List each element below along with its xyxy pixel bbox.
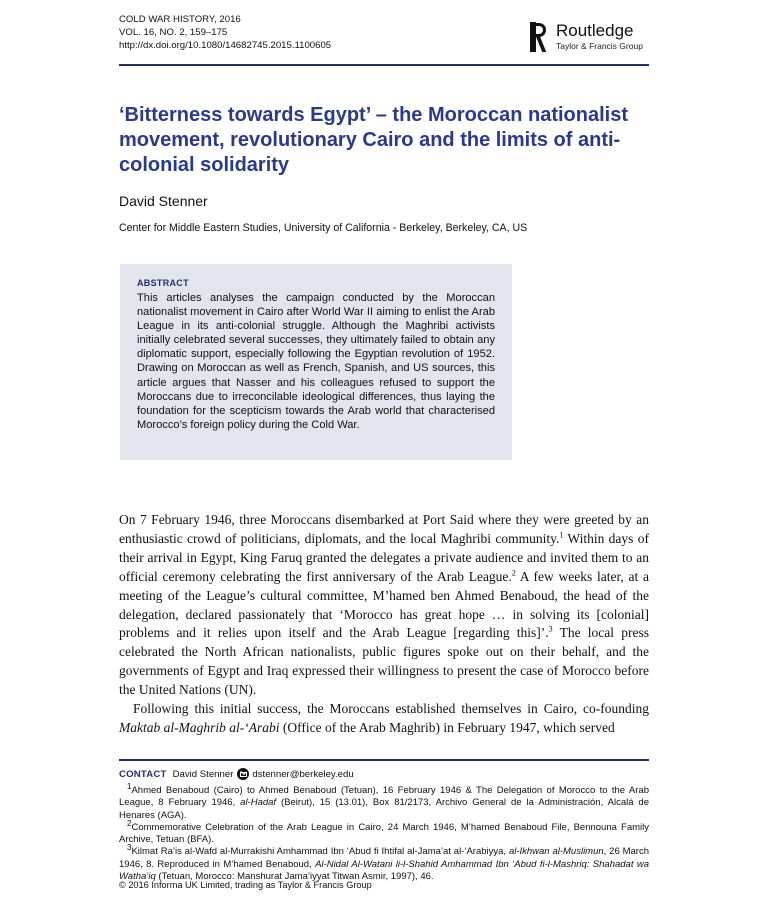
footnote-ref-3[interactable]: 3	[548, 624, 553, 634]
article-title: ‘Bitterness towards Egypt’ – the Moroccan nationalist movement, revolutionary Cairo and the limits of anti-colonial solidarity	[119, 104, 628, 176]
footnote-ref-2[interactable]: 2	[511, 568, 516, 578]
email-icon	[237, 768, 249, 780]
footnote: $^3$Kilmat Ra’is al-Wafd al-Murrakishi Amhammad Ibn ‘Abud fi Ihtifal al-Jama’at al-‘Arabiyya, al-Ikhwan al-Muslimun, 26 March 1946, 8. Reproduced in M’hamed Benaboud, Al-Nidal Al-Watani li-l-Shahid Amhammad Ibn ‘Abud fi-l-Mashriq: Shahadat wa Watha’iq (Tetuan, Morocco: Manshurat Jama’iyyat Titwan Asmir, 1997), 46.	[119, 843, 649, 883]
copyright-notice: © 2016 Informa UK Limited, trading as Taylor & Francis Group	[119, 880, 372, 890]
header-divider	[119, 64, 649, 66]
contact-email[interactable]: dstenner@berkeley.edu	[252, 768, 354, 780]
footnote-ref-1[interactable]: 1	[559, 530, 564, 540]
contact-line	[119, 768, 354, 780]
footnote: $^2$Commemorative Celebration of the Arab League in Cairo, 24 March 1946, M’hamed Benaboud File, Bennouna Family Archive, Tetuan (BFA).	[119, 818, 649, 846]
author-name: David Stenner	[119, 193, 208, 209]
abstract-box	[120, 264, 512, 460]
journal-doi[interactable]: http://dx.doi.org/10.1080/14682745.2015.1100605	[119, 40, 332, 51]
contact-name: David Stenner	[172, 768, 234, 780]
journal-name: COLD WAR HISTORY, 2016	[119, 14, 241, 25]
abstract-heading: ABSTRACT	[137, 278, 189, 288]
publisher-subtitle: Taylor & Francis Group	[556, 41, 643, 51]
footnote: $^1$Ahmed Benaboud (Cairo) to Ahmed Benaboud (Tetuan), 16 February 1946 & The Delegation of Morocco to the Arab League, 8 February 1946, al-Hadaf (Beirut), 15 (13.01), Box 81/2173, Archivo General de la Administración, Alcalá de Henares (AGA).	[119, 781, 649, 821]
footnotes	[119, 781, 649, 883]
publisher-logo	[530, 22, 643, 52]
article-body	[119, 511, 649, 738]
routledge-logo-icon	[530, 22, 548, 52]
contact-label: CONTACT	[119, 768, 167, 780]
publisher-name: Routledge	[556, 21, 634, 40]
body-paragraph: Following this initial success, the Moroccans established themselves in Cairo, co-founding Maktab al-Maghrib al-‘Arabi (Office of the Arab Maghrib) in February 1947, which served	[119, 701, 649, 735]
journal-header	[119, 13, 331, 52]
footer-divider	[119, 759, 649, 761]
journal-volume: VOL. 16, NO. 2, 159–175	[119, 27, 228, 38]
abstract-text: This articles analyses the campaign conducted by the Moroccan nationalist movement in Cairo after World War II aiming to enlist the Arab League in its anti-colonial struggle. Although the Maghribi activists initially celebrated several successes, they ultimately failed to obtain any diplomatic support, especially following the Egyptian revolution of 1952. Drawing on Moroccan as well as French, Spanish, and US sources, this article argues that Nasser and his colleagues refused to support the Moroccans due to irreconcilable ideological differences, thus laying the foundation for the scepticism towards the Arab world that characterised Morocco’s foreign policy during the Cold War.	[137, 292, 495, 431]
body-paragraph: On 7 February 1946, three Moroccans disembarked at Port Said where they were greeted by an enthusiastic crowd of politicians, diplomats, and the local Maghribi community.$^1$ Within days of their arrival in Egypt, King Faruq granted the delegates a private audience and invited them to an official ceremony celebrating the first anniversary of the Arab League.$^2$ A few weeks later, at a meeting of the League’s cultural committee, M’hamed ben Ahmed Benaboud, the head of the delegation, declared passionately that ‘Morocco has great hope … in solving its [colonial] problems and it relies upon itself and the Arab League [regarding this]’.$^3$ The local press celebrated the North African nationalists, public figures spoke out on their behalf, and the governments of Egypt and Iraq expressed their willingness to present the case of Morocco before the United Nations (UN).	[119, 512, 649, 698]
author-affiliation: Center for Middle Eastern Studies, University of California - Berkeley, Berkeley, CA, US	[119, 222, 528, 234]
